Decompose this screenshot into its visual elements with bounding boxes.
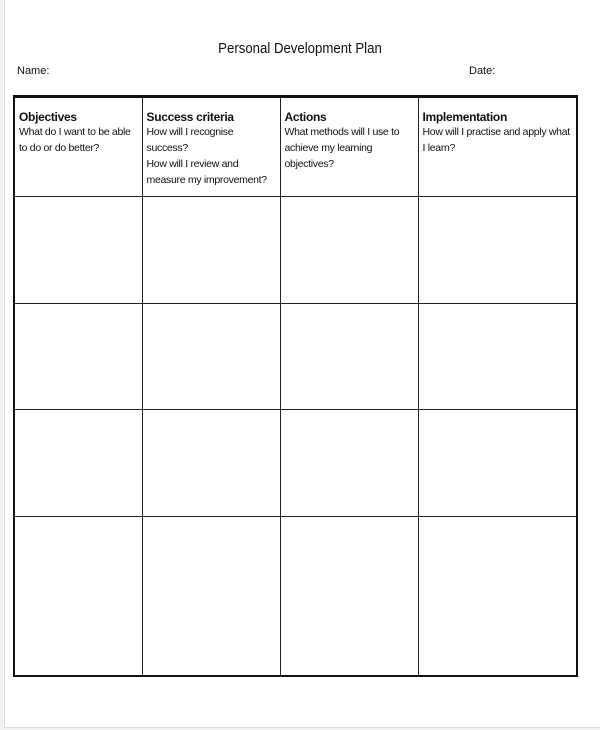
- name-label: Name:: [17, 65, 50, 77]
- table-cell[interactable]: [280, 516, 418, 676]
- table-cell[interactable]: [14, 410, 142, 517]
- column-heading: Success criteria: [146, 110, 234, 124]
- table-cell[interactable]: [14, 516, 142, 676]
- table-cell[interactable]: [142, 516, 280, 676]
- column-prompt: How will I practise and apply what I learn?: [422, 126, 570, 154]
- table-row: [14, 303, 577, 410]
- table-row: [14, 410, 577, 517]
- table-cell[interactable]: [14, 303, 142, 410]
- header-success-criteria: [142, 97, 280, 197]
- table-cell[interactable]: [418, 197, 577, 304]
- table-cell[interactable]: [142, 410, 280, 517]
- table-cell[interactable]: [418, 516, 577, 676]
- column-prompt: How will I review and measure my improvement?: [146, 158, 267, 186]
- header-implementation: [418, 97, 577, 197]
- column-prompt: What do I want to be able to do or do better?: [19, 126, 131, 154]
- column-heading: Actions: [284, 110, 327, 124]
- plan-table: [13, 95, 578, 677]
- table-row: [14, 197, 577, 304]
- column-prompt: What methods will I use to achieve my learning objectives?: [284, 126, 400, 170]
- header-actions: [280, 97, 418, 197]
- table-cell[interactable]: [280, 197, 418, 304]
- table-cell[interactable]: [142, 197, 280, 304]
- table-cell[interactable]: [14, 197, 142, 304]
- column-heading: Implementation: [422, 110, 507, 124]
- column-prompt: How will I recognise success?: [146, 126, 234, 154]
- table-cell[interactable]: [280, 303, 418, 410]
- header-row: [14, 97, 577, 197]
- page-title: Personal Development Plan: [218, 40, 382, 57]
- header-objectives: [14, 97, 142, 197]
- table-cell[interactable]: [142, 303, 280, 410]
- column-heading: Objectives: [19, 110, 77, 124]
- table-cell[interactable]: [418, 410, 577, 517]
- date-label: Date:: [469, 65, 496, 77]
- table-row: [14, 516, 577, 676]
- table-cell[interactable]: [280, 410, 418, 517]
- table-cell[interactable]: [418, 303, 577, 410]
